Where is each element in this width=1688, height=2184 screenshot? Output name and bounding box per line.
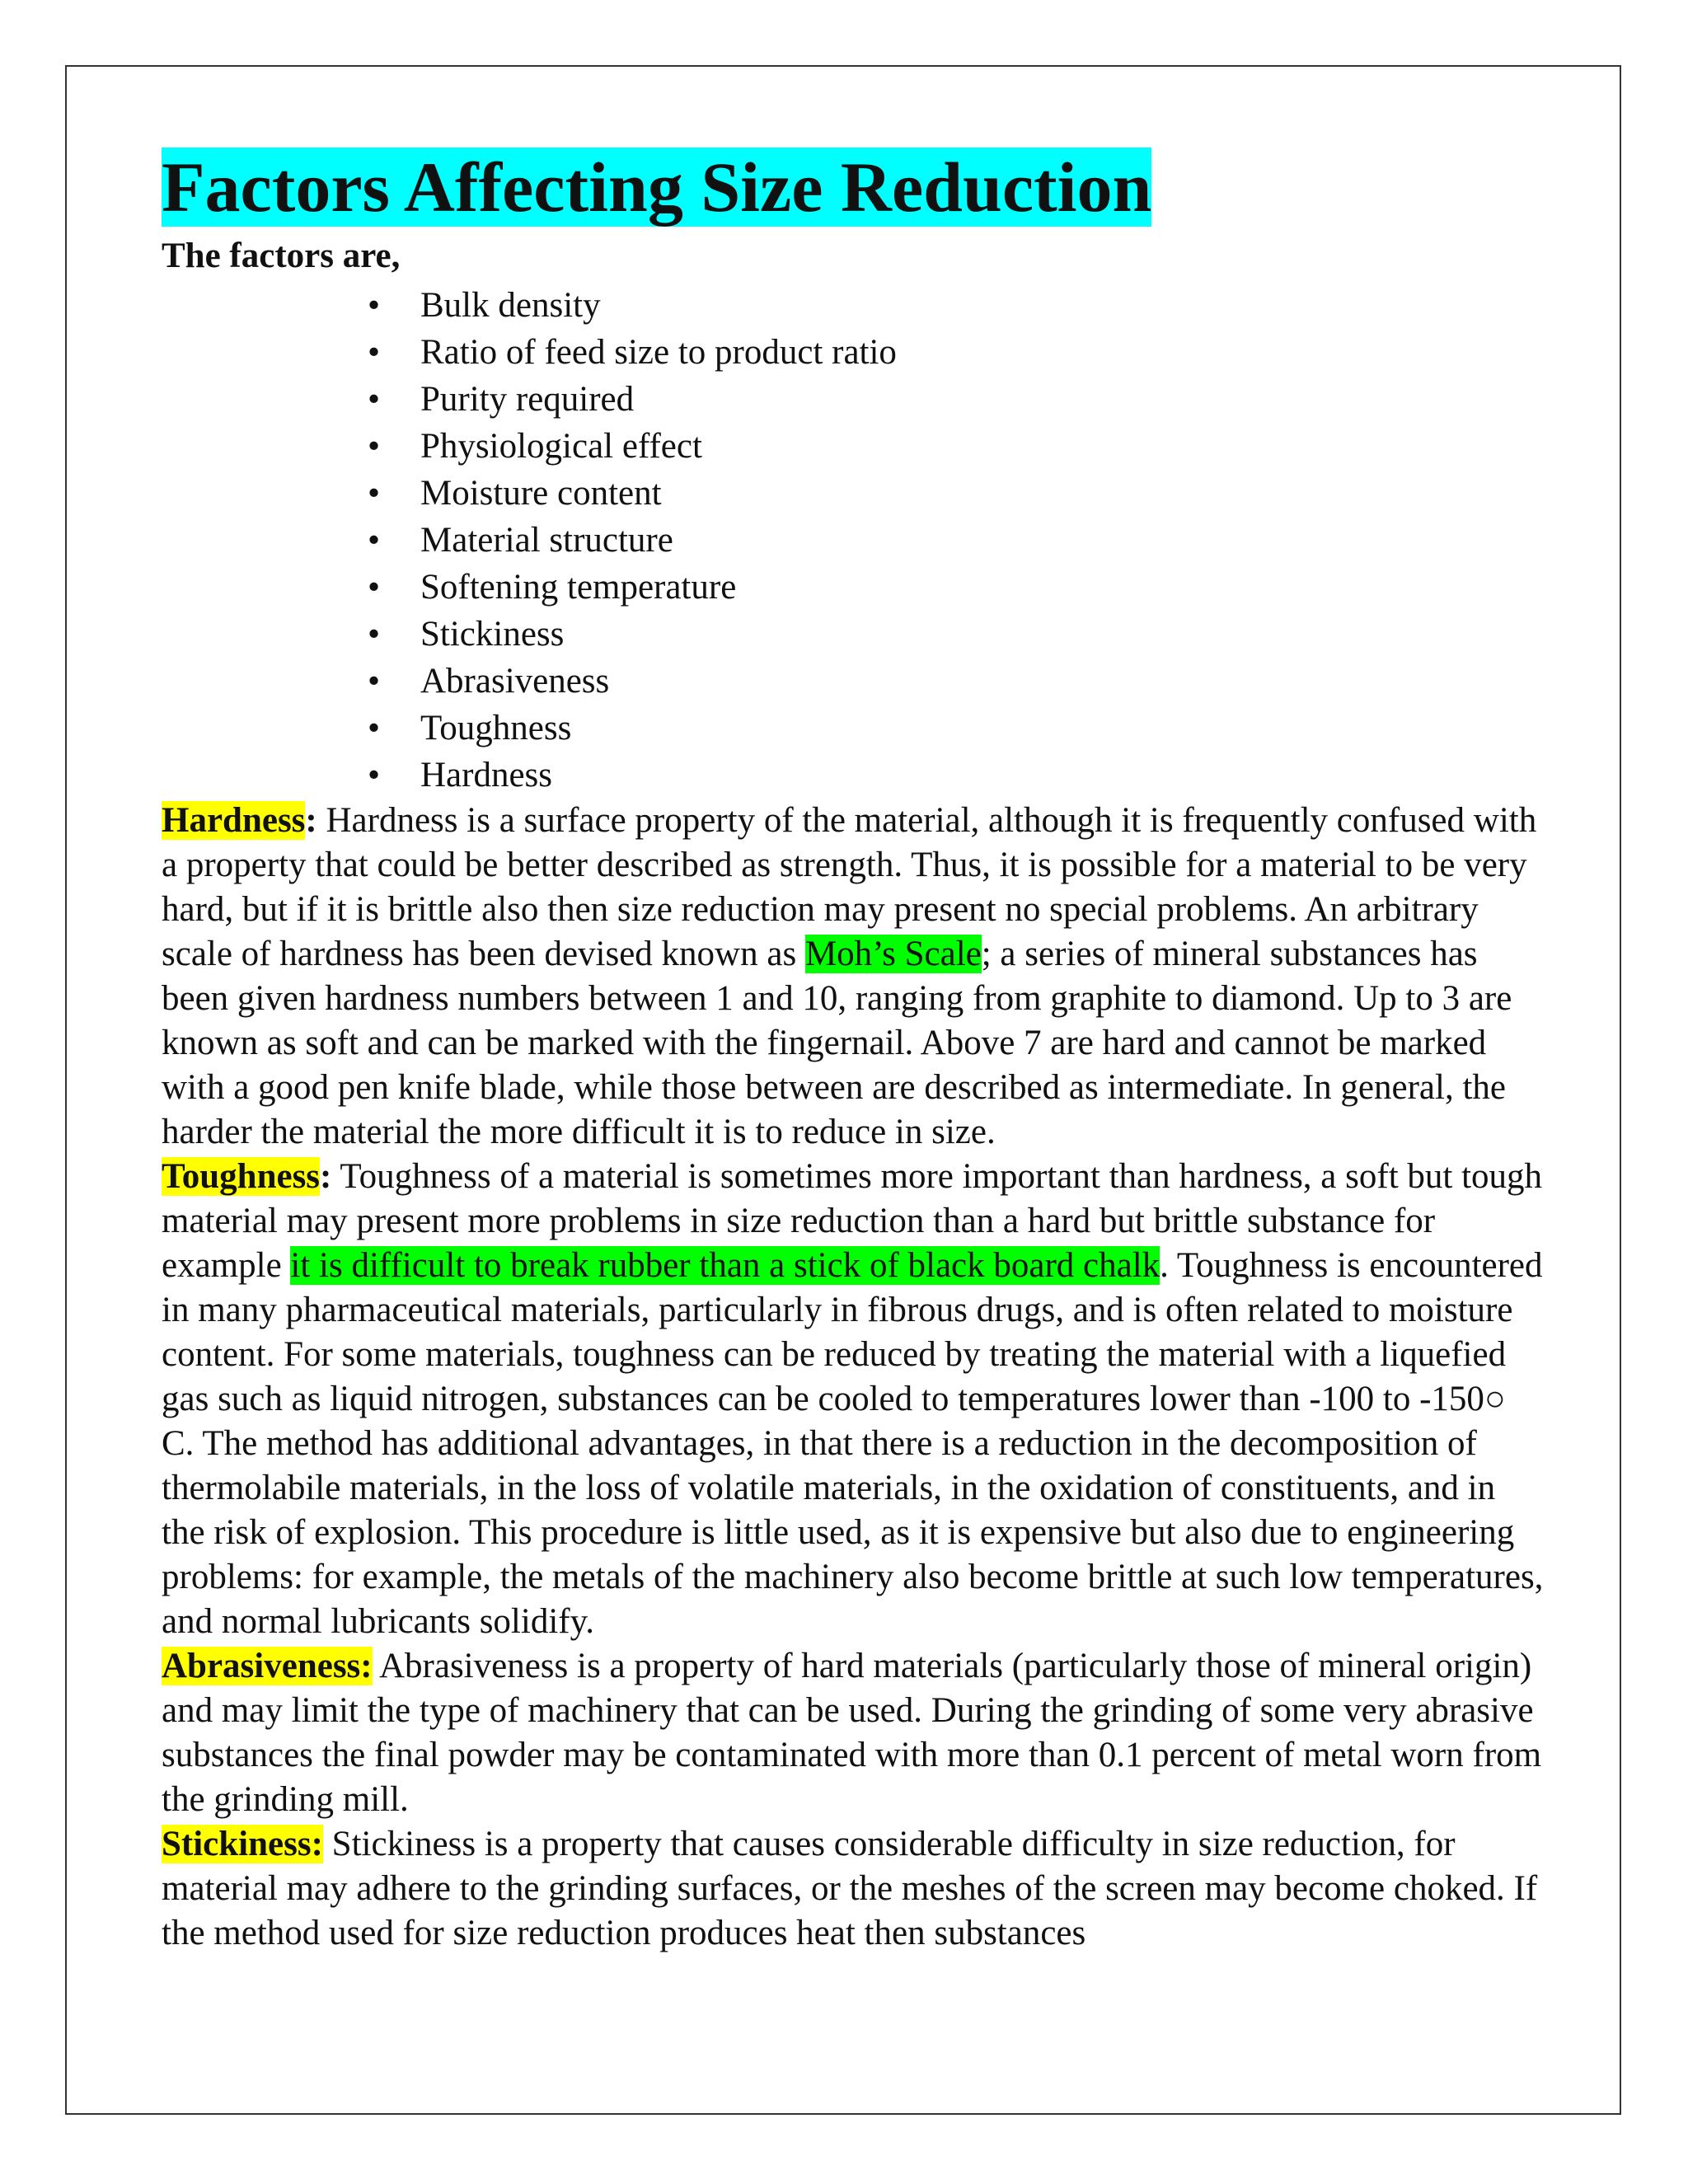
list-item: • Stickiness — [368, 611, 1546, 658]
list-item: • Purity required — [368, 376, 1546, 423]
stickiness-paragraph — [162, 1822, 1546, 1956]
list-item: • Physiological effect — [368, 423, 1546, 470]
stickiness-label: Stickiness: — [162, 1825, 323, 1863]
list-item: • Ratio of feed size to product ratio — [368, 329, 1546, 376]
list-item: • Softening temperature — [368, 564, 1546, 611]
page-title — [162, 148, 1546, 227]
document-body — [162, 148, 1546, 1956]
list-item: • Abrasiveness — [368, 658, 1546, 705]
abrasiveness-text: Abrasiveness is a property of hard materials (particularly those of mineral origin) and may limit the type of machinery that can be used. During the grinding of some very abrasive substances the final powder may be contaminated with more than 0.1 percent of metal worn from the grinding mill. — [162, 1647, 1542, 1819]
list-item: • Material structure — [368, 517, 1546, 564]
mohs-scale-highlight: Moh’s Scale — [804, 935, 982, 973]
list-item: • Bulk density — [368, 282, 1546, 329]
list-item: • Moisture content — [368, 470, 1546, 517]
hardness-paragraph — [162, 799, 1546, 1155]
hardness-text-1: Hardness is a surface property of the material, although it is frequently confused with a property that could be better described as strength. Thus, it is possible for a material to be very hard, but if it is brittle also then size reduction may present no special problems. An arbitrary scale of hardness has been devised known as — [162, 801, 1537, 973]
hardness-text-2: ; a series of mineral substances has been given hardness numbers between 1 and 10, ranging from graphite to diamond. Up to 3 are known as soft and can be marked with the fingernail. Above 7 are hard and cannot be marked with a good pen knife blade, while those between are described as intermediate. In general, the harder the material the more difficult it is to reduce in size. — [162, 935, 1512, 1151]
toughness-label: Toughness — [162, 1157, 321, 1196]
abrasiveness-paragraph — [162, 1644, 1546, 1822]
stickiness-text: Stickiness is a property that causes considerable difficulty in size reduction, for material may adhere to the grinding surfaces, or the meshes of the screen may become choked. If the method used for size reduction produces heat then substances — [162, 1825, 1538, 1952]
rubber-chalk-highlight: it is difficult to break rubber than a stick of black board chalk — [290, 1246, 1160, 1285]
title-text: Factors Affecting Size Reduction — [162, 148, 1152, 227]
factors-list — [162, 282, 1546, 799]
toughness-colon: : — [320, 1157, 332, 1196]
toughness-text-1: Toughness of a material is sometimes more important than hardness, a soft but tough material may present more problems in size reduction than a hard but brittle substance for example — [162, 1157, 1543, 1285]
hardness-label: Hardness — [162, 801, 306, 840]
hardness-colon: : — [305, 801, 317, 840]
toughness-text-2: . Toughness is encountered in many pharmaceutical materials, particularly in fibrous drugs, and is often related to moisture content. For some materials, toughness can be reduced by treating the material with a liquefied gas such as liquid nitrogen, substances can be cooled to temperatures lower than -100 to -150○ C. The method has additional advantages, in that there is a reduction in the decomposition of thermolabile materials, in the loss of volatile materials, in the oxidation of constituents, and in the risk of explosion. This procedure is little used, as it is expensive but also due to engineering problems: for example, the metals of the machinery also become brittle at such low temperatures, and normal lubricants solidify. — [162, 1246, 1544, 1641]
toughness-paragraph — [162, 1155, 1546, 1644]
factors-intro: The factors are, — [162, 237, 401, 275]
abrasiveness-label: Abrasiveness: — [162, 1647, 373, 1685]
list-item: • Toughness — [368, 705, 1546, 752]
list-item: • Hardness — [368, 752, 1546, 799]
